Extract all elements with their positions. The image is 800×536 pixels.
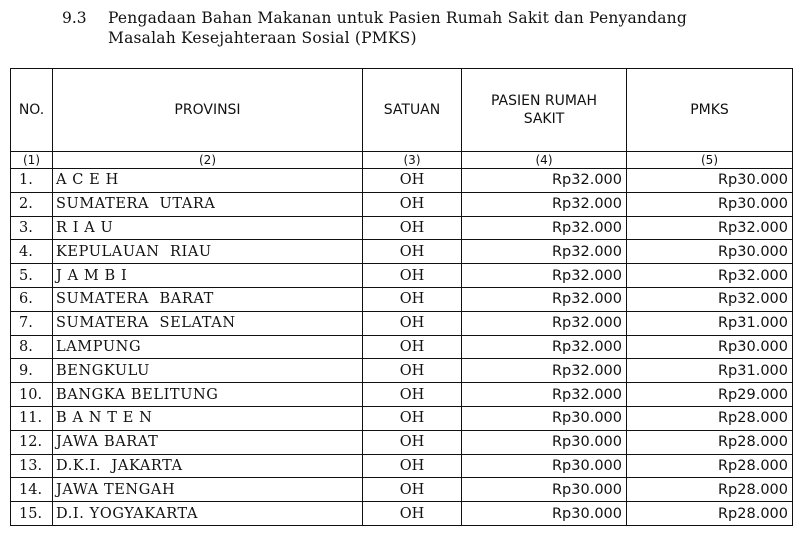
row-provinsi: BENGKULU xyxy=(53,359,363,383)
row-pasien-rumah-sakit: Rp32.000 xyxy=(462,192,627,216)
index-cell: (5) xyxy=(627,152,793,169)
row-pmks: Rp32.000 xyxy=(627,287,793,311)
row-pasien-rumah-sakit: Rp32.000 xyxy=(462,216,627,240)
row-pmks: Rp28.000 xyxy=(627,406,793,430)
row-pmks: Rp30.000 xyxy=(627,335,793,359)
row-provinsi: D.K.I. JAKARTA xyxy=(53,454,363,478)
row-pmks: Rp31.000 xyxy=(627,359,793,383)
row-pasien-rumah-sakit: Rp32.000 xyxy=(462,287,627,311)
section-title-line2: Masalah Kesejahteraan Sosial (PMKS) xyxy=(108,29,417,47)
row-number: 15. xyxy=(11,502,53,526)
row-number: 2. xyxy=(11,192,53,216)
row-pasien-rumah-sakit: Rp32.000 xyxy=(462,240,627,264)
row-pasien-rumah-sakit: Rp32.000 xyxy=(462,359,627,383)
table-row xyxy=(11,359,793,383)
row-number: 6. xyxy=(11,287,53,311)
row-satuan: OH xyxy=(363,502,462,526)
row-pmks: Rp30.000 xyxy=(627,169,793,193)
row-pmks: Rp28.000 xyxy=(627,454,793,478)
row-pasien-rumah-sakit: Rp32.000 xyxy=(462,335,627,359)
header-no: NO. xyxy=(11,69,53,152)
header-pmks: PMKS xyxy=(627,69,793,152)
table-row xyxy=(11,192,793,216)
section-number: 9.3 xyxy=(62,9,87,27)
table-header-row xyxy=(11,69,793,152)
row-number: 3. xyxy=(11,216,53,240)
row-number: 8. xyxy=(11,335,53,359)
row-provinsi: J A M B I xyxy=(53,264,363,288)
row-pmks: Rp28.000 xyxy=(627,502,793,526)
row-pasien-rumah-sakit: Rp30.000 xyxy=(462,406,627,430)
index-cell: (4) xyxy=(462,152,627,169)
row-satuan: OH xyxy=(363,335,462,359)
row-provinsi: SUMATERA BARAT xyxy=(53,287,363,311)
row-provinsi: D.I. YOGYAKARTA xyxy=(53,502,363,526)
row-pasien-rumah-sakit: Rp30.000 xyxy=(462,502,627,526)
index-cell: (2) xyxy=(53,152,363,169)
row-pmks: Rp32.000 xyxy=(627,216,793,240)
table-row xyxy=(11,430,793,454)
table-row xyxy=(11,311,793,335)
row-provinsi: JAWA TENGAH xyxy=(53,478,363,502)
table-row xyxy=(11,216,793,240)
row-satuan: OH xyxy=(363,478,462,502)
row-pmks: Rp28.000 xyxy=(627,430,793,454)
row-provinsi: SUMATERA UTARA xyxy=(53,192,363,216)
index-cell: (3) xyxy=(363,152,462,169)
table-row xyxy=(11,240,793,264)
table-row xyxy=(11,287,793,311)
row-number: 4. xyxy=(11,240,53,264)
row-satuan: OH xyxy=(363,383,462,407)
table-row xyxy=(11,502,793,526)
row-pasien-rumah-sakit: Rp30.000 xyxy=(462,454,627,478)
row-satuan: OH xyxy=(363,311,462,335)
row-satuan: OH xyxy=(363,216,462,240)
table-row xyxy=(11,406,793,430)
row-provinsi: A C E H xyxy=(53,169,363,193)
row-number: 9. xyxy=(11,359,53,383)
header-provinsi: PROVINSI xyxy=(53,69,363,152)
row-satuan: OH xyxy=(363,169,462,193)
row-pasien-rumah-sakit: Rp30.000 xyxy=(462,478,627,502)
row-satuan: OH xyxy=(363,454,462,478)
table-row xyxy=(11,264,793,288)
row-number: 13. xyxy=(11,454,53,478)
index-cell: (1) xyxy=(11,152,53,169)
table-body xyxy=(11,169,793,526)
column-index-row xyxy=(11,152,793,169)
row-pmks: Rp32.000 xyxy=(627,264,793,288)
header-pasien-label: PASIEN RUMAH SAKIT xyxy=(490,93,598,127)
row-number: 14. xyxy=(11,478,53,502)
price-table xyxy=(10,68,793,526)
row-number: 5. xyxy=(11,264,53,288)
row-pmks: Rp28.000 xyxy=(627,478,793,502)
row-pasien-rumah-sakit: Rp32.000 xyxy=(462,264,627,288)
row-provinsi: LAMPUNG xyxy=(53,335,363,359)
table-row xyxy=(11,383,793,407)
row-satuan: OH xyxy=(363,240,462,264)
row-pasien-rumah-sakit: Rp32.000 xyxy=(462,311,627,335)
row-provinsi: JAWA BARAT xyxy=(53,430,363,454)
row-satuan: OH xyxy=(363,406,462,430)
table-row xyxy=(11,169,793,193)
row-number: 10. xyxy=(11,383,53,407)
section-title-line1: Pengadaan Bahan Makanan untuk Pasien Rumah Sakit dan Penyandang xyxy=(108,9,687,27)
row-satuan: OH xyxy=(363,430,462,454)
table-row xyxy=(11,454,793,478)
row-number: 12. xyxy=(11,430,53,454)
row-pasien-rumah-sakit: Rp32.000 xyxy=(462,383,627,407)
row-pmks: Rp31.000 xyxy=(627,311,793,335)
row-provinsi: R I A U xyxy=(53,216,363,240)
row-provinsi: B A N T E N xyxy=(53,406,363,430)
row-pmks: Rp30.000 xyxy=(627,192,793,216)
row-provinsi: KEPULAUAN RIAU xyxy=(53,240,363,264)
row-number: 1. xyxy=(11,169,53,193)
table-row xyxy=(11,478,793,502)
row-pasien-rumah-sakit: Rp32.000 xyxy=(462,169,627,193)
row-satuan: OH xyxy=(363,192,462,216)
row-provinsi: BANGKA BELITUNG xyxy=(53,383,363,407)
header-pasien-rumah-sakit xyxy=(462,69,627,152)
row-pmks: Rp30.000 xyxy=(627,240,793,264)
row-pmks: Rp29.000 xyxy=(627,383,793,407)
table-row xyxy=(11,335,793,359)
row-satuan: OH xyxy=(363,359,462,383)
row-pasien-rumah-sakit: Rp30.000 xyxy=(462,430,627,454)
row-satuan: OH xyxy=(363,264,462,288)
row-number: 7. xyxy=(11,311,53,335)
row-satuan: OH xyxy=(363,287,462,311)
row-number: 11. xyxy=(11,406,53,430)
row-provinsi: SUMATERA SELATAN xyxy=(53,311,363,335)
header-satuan: SATUAN xyxy=(363,69,462,152)
